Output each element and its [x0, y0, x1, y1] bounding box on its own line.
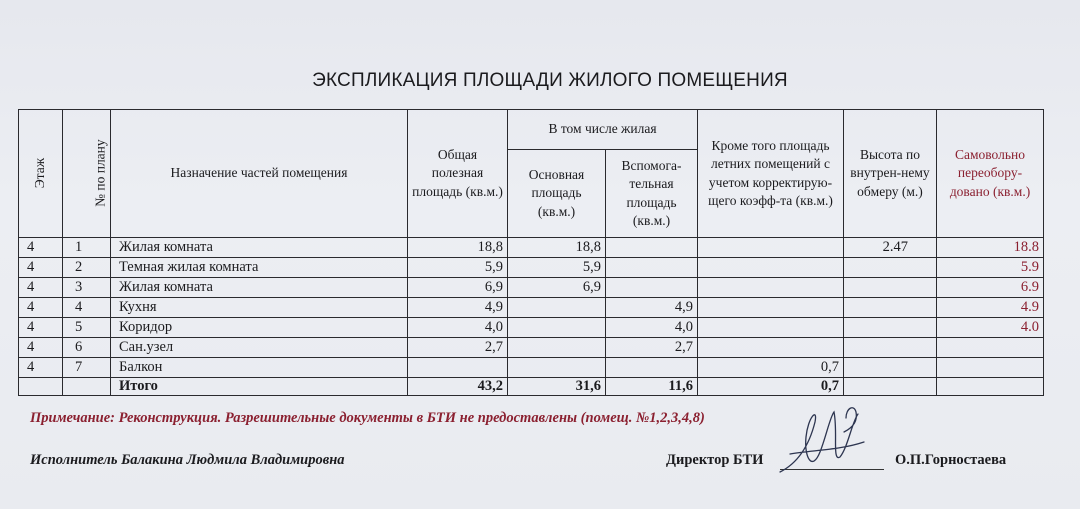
- cell-no: 2: [63, 258, 111, 278]
- cell-floor: 4: [19, 338, 63, 358]
- cell-name: Жилая комната: [111, 238, 408, 258]
- cell-aux: [606, 358, 698, 378]
- cell-floor: 4: [19, 358, 63, 378]
- header-aux-area: Вспомога-тельная площадь (кв.м.): [606, 150, 698, 238]
- totals-total: 43,2: [408, 378, 508, 396]
- cell-floor: 4: [19, 278, 63, 298]
- header-plan-no: № по плану: [63, 110, 111, 238]
- cell-aux: [606, 278, 698, 298]
- totals-summer: 0,7: [698, 378, 844, 396]
- cell-height: [844, 278, 937, 298]
- cell-rebuilt: [937, 338, 1044, 358]
- explication-table: [18, 109, 1044, 396]
- cell-main: [508, 298, 606, 318]
- cell-name: Кухня: [111, 298, 408, 318]
- cell-aux: 2,7: [606, 338, 698, 358]
- table-row: [19, 238, 1044, 258]
- cell-summer: [698, 318, 844, 338]
- cell-name: Темная жилая комната: [111, 258, 408, 278]
- cell-main: 5,9: [508, 258, 606, 278]
- cell-floor: 4: [19, 258, 63, 278]
- cell-height: [844, 338, 937, 358]
- cell-height: [844, 298, 937, 318]
- cell-summer: [698, 338, 844, 358]
- totals-row: [19, 378, 1044, 396]
- totals-aux: 11,6: [606, 378, 698, 396]
- cell-floor: 4: [19, 298, 63, 318]
- cell-name: Сан.узел: [111, 338, 408, 358]
- cell-height: [844, 318, 937, 338]
- cell-summer: [698, 298, 844, 318]
- table-row: [19, 338, 1044, 358]
- cell-summer: [698, 258, 844, 278]
- cell-no: 5: [63, 318, 111, 338]
- totals-main: 31,6: [508, 378, 606, 396]
- header-main-area: Основная площадь (кв.м.): [508, 150, 606, 238]
- cell-no: 6: [63, 338, 111, 358]
- cell-floor: 4: [19, 318, 63, 338]
- cell-summer: 0,7: [698, 358, 844, 378]
- director-label: Директор БТИ: [666, 452, 764, 468]
- cell-name: Жилая комната: [111, 278, 408, 298]
- cell-aux: [606, 258, 698, 278]
- cell-name: Коридор: [111, 318, 408, 338]
- cell-total: 2,7: [408, 338, 508, 358]
- cell-no: 7: [63, 358, 111, 378]
- header-purpose: Назначение частей помещения: [111, 110, 408, 238]
- cell-main: 6,9: [508, 278, 606, 298]
- cell-rebuilt: 18.8: [937, 238, 1044, 258]
- cell-total: [408, 358, 508, 378]
- table-row: [19, 298, 1044, 318]
- table-row: [19, 318, 1044, 338]
- cell-summer: [698, 238, 844, 258]
- cell-rebuilt: 4.0: [937, 318, 1044, 338]
- cell-height: 2.47: [844, 238, 937, 258]
- cell-height: [844, 258, 937, 278]
- director-name: О.П.Горностаева: [895, 452, 1007, 468]
- note-text: Примечание: Реконструкция. Разрешительные документы в БТИ не предоставлены (помещ. №1,2,3,4,8): [30, 410, 705, 426]
- cell-no: 1: [63, 238, 111, 258]
- cell-rebuilt: 5.9: [937, 258, 1044, 278]
- cell-floor: 4: [19, 238, 63, 258]
- cell-aux: [606, 238, 698, 258]
- header-floor: Этаж: [19, 110, 63, 238]
- table-row: [19, 258, 1044, 278]
- cell-main: [508, 338, 606, 358]
- table-row: [19, 278, 1044, 298]
- signature-graphic: [760, 392, 870, 492]
- cell-main: 18,8: [508, 238, 606, 258]
- cell-total: 6,9: [408, 278, 508, 298]
- executor-text: Исполнитель Балакина Людмила Владимировна: [30, 452, 345, 468]
- cell-aux: 4,9: [606, 298, 698, 318]
- cell-rebuilt: 4.9: [937, 298, 1044, 318]
- cell-total: 5,9: [408, 258, 508, 278]
- cell-main: [508, 358, 606, 378]
- cell-aux: 4,0: [606, 318, 698, 338]
- cell-main: [508, 318, 606, 338]
- header-total-area: Общая полезная площадь (кв.м.): [408, 110, 508, 238]
- cell-total: 18,8: [408, 238, 508, 258]
- cell-no: 4: [63, 298, 111, 318]
- cell-height: [844, 358, 937, 378]
- cell-total: 4,0: [408, 318, 508, 338]
- cell-name: Балкон: [111, 358, 408, 378]
- header-summer-area: Кроме того площадь летних помещений с учетом корректирую-щего коэфф-та (кв.м.): [698, 110, 844, 238]
- header-including-living: В том числе жилая: [508, 110, 698, 150]
- cell-rebuilt: 6.9: [937, 278, 1044, 298]
- cell-rebuilt: [937, 358, 1044, 378]
- cell-total: 4,9: [408, 298, 508, 318]
- table-row: [19, 358, 1044, 378]
- document-title: ЭКСПЛИКАЦИЯ ПЛОЩАДИ ЖИЛОГО ПОМЕЩЕНИЯ: [312, 70, 788, 91]
- cell-no: 3: [63, 278, 111, 298]
- header-height: Высота по внутрен-нему обмеру (м.): [844, 110, 937, 238]
- header-rebuilt: Самовольно переобору-довано (кв.м.): [937, 110, 1044, 238]
- totals-label: Итого: [111, 378, 408, 396]
- cell-summer: [698, 278, 844, 298]
